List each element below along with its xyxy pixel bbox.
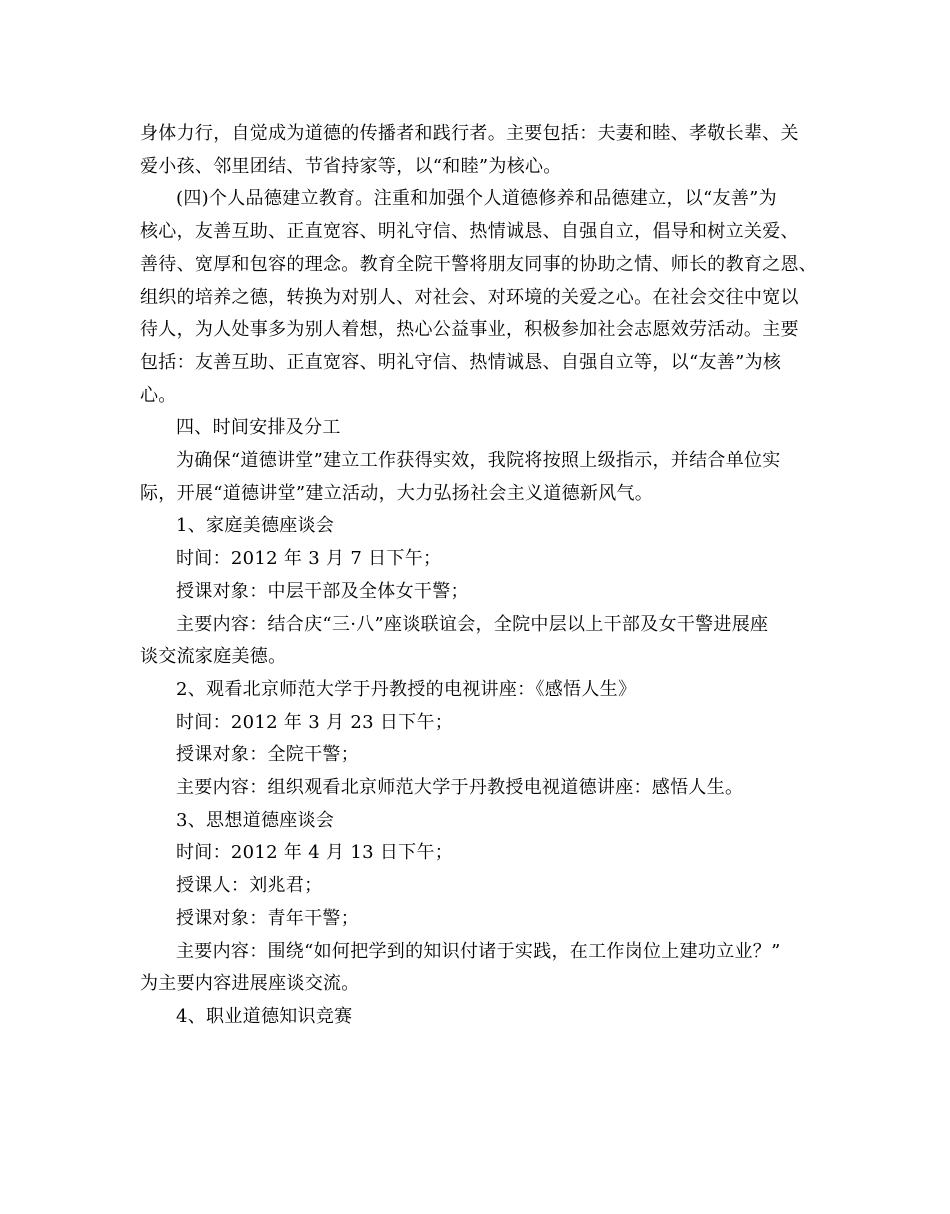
text-line: 4、职业道德知识竞赛 bbox=[176, 1005, 353, 1027]
text-line: 谈交流家庭美德。 bbox=[140, 646, 287, 668]
paragraph-p12 bbox=[140, 772, 816, 805]
text-line: 为主要内容进展座谈交流。 bbox=[140, 973, 360, 995]
paragraph-p15 bbox=[140, 870, 816, 903]
paragraph-p11 bbox=[140, 739, 816, 772]
text-line: 主要内容：结合庆“三·八”座谈联谊会，全院中层以上干部及女干警进展座 bbox=[176, 613, 769, 635]
paragraph-p17 bbox=[140, 936, 816, 1001]
text-line: 身体力行，自觉成为道德的传播者和践行者。主要包括：夫妻和睦、孝敬长辈、关 bbox=[140, 123, 799, 144]
paragraph-p1 bbox=[140, 118, 816, 183]
paragraph-p18 bbox=[140, 1001, 816, 1034]
text-line: 授课人：刘兆君； bbox=[176, 875, 323, 897]
text-line: 主要内容：围绕“如何把学到的知识付诸于实践，在工作岗位上建功立业？” bbox=[176, 940, 781, 962]
text-line: 时间：2012 年 3 月 7 日下午； bbox=[176, 548, 442, 570]
text-line: 为确保“道德讲堂”建立工作获得实效，我院将按照上级指示，并结合单位实 bbox=[176, 450, 781, 472]
text-line: 授课对象：中层干部及全体女干警； bbox=[176, 580, 469, 602]
text-line: 主要内容：组织观看北京师范大学于丹教授电视道德讲座：感悟人生。 bbox=[176, 777, 744, 799]
paragraph-p6 bbox=[140, 543, 816, 576]
text-line: 1、家庭美德座谈会 bbox=[176, 515, 335, 537]
text-line: 四、时间安排及分工 bbox=[176, 417, 341, 439]
text-line: 爱小孩、邻里团结、节省持家等，以“和睦”为核心。 bbox=[140, 155, 562, 177]
text-line: 心。 bbox=[140, 384, 177, 406]
paragraph-p10 bbox=[140, 707, 816, 740]
text-line: 时间：2012 年 4 月 13 日下午； bbox=[176, 842, 454, 864]
text-line: 包括：友善互助、正直宽容、明礼守信、热情诚恳、自强自立等，以“友善”为核 bbox=[140, 351, 782, 373]
text-line: 待人，为人处事多为别人着想，热心公益事业，积极参加社会志愿效劳活动。主要 bbox=[140, 319, 799, 341]
paragraph-p13 bbox=[140, 805, 816, 838]
document-body bbox=[140, 118, 816, 1034]
text-line: 2、观看北京师范大学于丹教授的电视讲座：《感悟人生》 bbox=[176, 678, 637, 700]
paragraph-p4 bbox=[140, 445, 816, 510]
paragraph-p5 bbox=[140, 510, 816, 543]
paragraph-p2 bbox=[140, 183, 816, 412]
text-line: 善待、宽厚和包容的理念。教育全院干警将朋友同事的协助之情、师长的教育之恩、 bbox=[140, 253, 818, 275]
text-line: 核心，友善互助、正直宽容、明礼守信、热情诚恳、自强自立，倡导和树立关爱、 bbox=[140, 221, 799, 243]
text-line: 组织的培养之德，转换为对别人、对社会、对环境的关爱之心。在社会交往中宽以 bbox=[140, 286, 799, 308]
text-line: 3、思想道德座谈会 bbox=[176, 809, 335, 831]
text-line: 授课对象：全院干警； bbox=[176, 744, 359, 766]
paragraph-p14 bbox=[140, 837, 816, 870]
paragraph-p7 bbox=[140, 576, 816, 609]
text-line: (四)个人品德建立教育。注重和加强个人道德修养和品德建立，以“友善”为 bbox=[176, 188, 777, 210]
paragraph-p16 bbox=[140, 903, 816, 936]
text-line: 授课对象：青年干警； bbox=[176, 907, 359, 929]
paragraph-p3 bbox=[140, 412, 816, 445]
text-line: 际，开展“道德讲堂”建立活动，大力弘扬社会主义道德新风气。 bbox=[140, 482, 654, 504]
paragraph-p9 bbox=[140, 674, 816, 707]
text-line: 时间：2012 年 3 月 23 日下午； bbox=[176, 711, 454, 733]
paragraph-p8 bbox=[140, 609, 816, 674]
